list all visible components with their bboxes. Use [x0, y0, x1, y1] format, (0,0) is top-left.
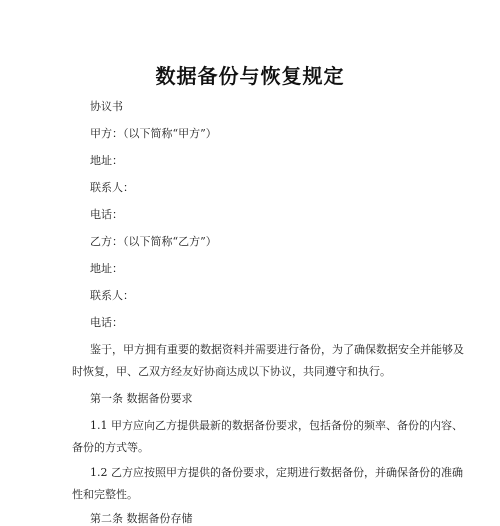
- party-b-address: 地址：: [90, 262, 123, 275]
- clause-1-1-line-2: 备份的方式等。: [72, 441, 149, 454]
- document-title: 数据备份与恢复规定: [155, 64, 345, 88]
- clause-1-2-line-1: 1.2 乙方应按照甲方提供的备份要求，定期进行数据备份，并确保备份的准确: [90, 466, 463, 479]
- party-a-phone: 电话：: [90, 208, 123, 221]
- party-a-label: 甲方：（以下简称“甲方”）: [90, 127, 217, 140]
- preamble-line-1: 鉴于，甲方拥有重要的数据资料并需要进行备份，为了确保数据安全并能够及: [90, 343, 464, 356]
- party-b-contact: 联系人：: [90, 289, 134, 302]
- clause-1-1-line-1: 1.1 甲方应向乙方提供最新的数据备份要求，包括备份的频率、备份的内容、: [90, 419, 463, 432]
- article-1-heading: 第一条 数据备份要求: [90, 392, 193, 405]
- party-a-address: 地址：: [90, 154, 123, 167]
- preamble-line-2: 时恢复，甲、乙双方经友好协商达成以下协议，共同遵守和执行。: [72, 365, 391, 378]
- article-2-heading: 第二条 数据备份存储: [90, 512, 193, 525]
- clause-1-2-line-2: 性和完整性。: [72, 488, 138, 501]
- party-b-label: 乙方：（以下简称“乙方”）: [90, 235, 217, 248]
- party-b-phone: 电话：: [90, 316, 123, 329]
- agreement-label: 协议书: [90, 100, 123, 113]
- party-a-contact: 联系人：: [90, 181, 134, 194]
